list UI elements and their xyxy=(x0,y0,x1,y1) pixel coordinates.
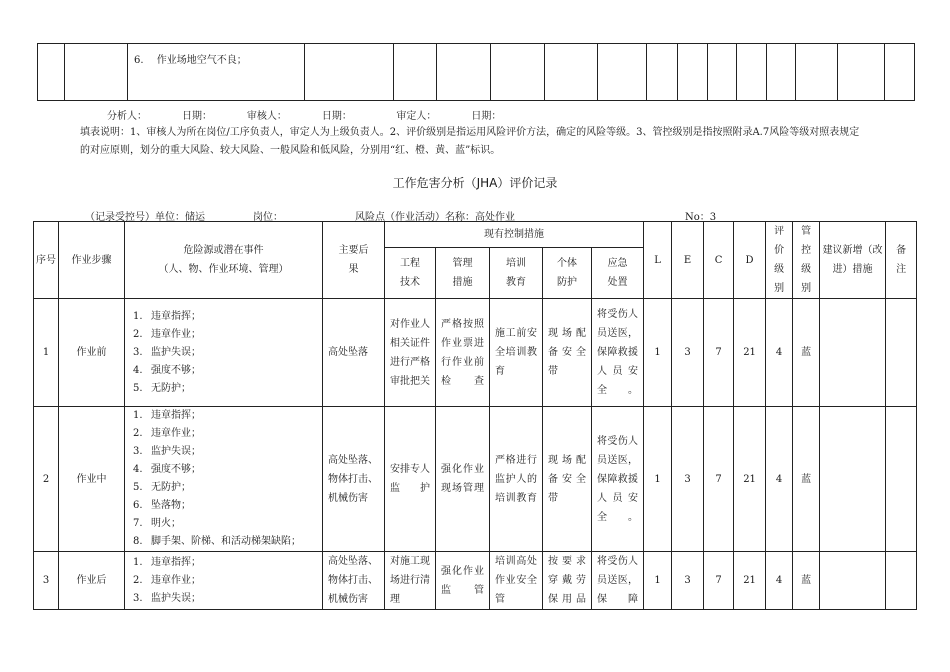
hazard-item xyxy=(133,380,322,398)
hazard-list xyxy=(125,308,322,398)
hazard-item xyxy=(133,533,322,551)
row-D: 21 xyxy=(734,407,766,552)
hazard-text: 无防护； xyxy=(151,482,191,493)
row-suggestion xyxy=(820,299,886,407)
meta-risk-point: 风险点（作业活动）名称：高处作业 xyxy=(355,212,515,223)
hazard-item xyxy=(133,479,322,497)
header-row xyxy=(34,222,917,248)
row-engineering: 安排专人监护 xyxy=(385,407,436,552)
hazard-item xyxy=(133,497,322,515)
jha-table xyxy=(33,221,917,610)
hazard-item xyxy=(133,590,322,608)
hazard-text: 脚手架、阶梯、和活动梯架缺陷； xyxy=(151,536,301,547)
hazard-item xyxy=(133,407,322,425)
row-emergency: 将受伤人员送医，保障 xyxy=(592,552,644,610)
hazard-number: 2. xyxy=(133,574,143,586)
header-ppe: 个体防护 xyxy=(543,248,592,299)
hazard-text: 坠落物； xyxy=(151,500,191,511)
row-eval-level: 4 xyxy=(766,299,793,407)
row-management: 严格按照作业票进行作业前检查 xyxy=(436,299,490,407)
note-line-2: 的对应原则，划分的重大风险、较大风险、一般风险和低风险，分别用“红、橙、黄、蓝”标识。 xyxy=(80,145,501,156)
table-row xyxy=(34,552,917,610)
header-remark: 备注 xyxy=(886,222,917,299)
row-ppe: 现场配备安全带 xyxy=(543,299,592,407)
hazard-text: 监护失误； xyxy=(151,446,201,457)
hazard-item xyxy=(133,344,322,362)
hazard-text: 强度不够； xyxy=(151,464,201,475)
row-L: 1 xyxy=(644,407,672,552)
hazard-number: 8. xyxy=(133,536,143,547)
row-step: 作业中 xyxy=(59,407,125,552)
table-row xyxy=(34,299,917,407)
header-E: E xyxy=(672,222,704,299)
hazard-text: 违章指挥； xyxy=(151,310,201,322)
row-step: 作业后 xyxy=(59,552,125,610)
hazard-number: 4. xyxy=(133,364,143,376)
row-emergency: 将受伤人员送医，保障救援人员安全。 xyxy=(592,407,644,552)
header-eval-level: 评价级别 xyxy=(766,222,793,299)
row-consequence: 高处坠落 xyxy=(323,299,385,407)
row-ppe: 按要求穿戴劳保用品 xyxy=(543,552,592,610)
row-C: 7 xyxy=(704,552,734,610)
row-D: 21 xyxy=(734,299,766,407)
hazard-list xyxy=(125,407,322,551)
header-emergency: 应急处置 xyxy=(592,248,644,299)
header-step: 作业步骤 xyxy=(59,222,125,299)
header-suggestion: 建议新增（改进）措施 xyxy=(820,222,886,299)
hazard-number: 4. xyxy=(133,464,143,475)
table-row xyxy=(34,407,917,552)
meta-post: 岗位： xyxy=(253,212,283,223)
header-ctrl-level: 管控级别 xyxy=(793,222,820,299)
hazard-text: 强度不够； xyxy=(151,364,201,376)
hazard-text: 监护失误； xyxy=(151,592,201,604)
row-seq: 1 xyxy=(34,299,59,407)
row-hazards xyxy=(125,552,323,610)
hazard-number: 6. xyxy=(133,500,143,511)
row-remark xyxy=(886,299,917,407)
hazard-item xyxy=(133,362,322,380)
row-seq: 3 xyxy=(34,552,59,610)
signature-line: 分析人： 日期： 审核人： 日期： 审定人： 日期： xyxy=(107,111,502,122)
row-C: 7 xyxy=(704,407,734,552)
row-eval-level: 4 xyxy=(766,407,793,552)
hazard-text: 违章指挥； xyxy=(151,556,201,568)
row-C: 7 xyxy=(704,299,734,407)
hazard-number: 5. xyxy=(133,382,143,394)
header-L: L xyxy=(644,222,672,299)
row-suggestion xyxy=(820,407,886,552)
row-ctrl-level: 蓝 xyxy=(793,299,820,407)
row-management: 强化作业监管 xyxy=(436,552,490,610)
fill-instructions xyxy=(80,124,890,160)
row-D: 21 xyxy=(734,552,766,610)
row-training: 培训高处作业安全管 xyxy=(490,552,543,610)
row-seq: 2 xyxy=(34,407,59,552)
hazard-item xyxy=(133,461,322,479)
row-L: 1 xyxy=(644,552,672,610)
row-hazards xyxy=(125,407,323,552)
hazard-item xyxy=(133,515,322,533)
hazard-list xyxy=(125,554,322,608)
hazard-number: 3. xyxy=(133,346,143,358)
table-row xyxy=(38,44,915,101)
hazard-text: 明火； xyxy=(151,518,181,529)
table-body xyxy=(34,299,917,610)
header-consequence: 主要后果 xyxy=(323,222,385,299)
row-management: 强化作业现场管理 xyxy=(436,407,490,552)
row-engineering: 对作业人相关证件进行严格审批把关 xyxy=(385,299,436,407)
meta-unit: （记录受控号）单位：储运 xyxy=(85,212,205,223)
meta-number: No：3 xyxy=(685,212,717,223)
hazard-text: 违章作业； xyxy=(151,328,201,340)
hazard-number: 1. xyxy=(133,410,143,421)
row-ppe: 现场配备安全带 xyxy=(543,407,592,552)
hazard-text: 监护失误； xyxy=(151,346,201,358)
hazard-text: 违章指挥； xyxy=(151,410,201,421)
hazard-number: 7. xyxy=(133,518,143,529)
header-controls: 现有控制措施 xyxy=(385,222,644,248)
row-consequence: 高处坠落、物体打击、机械伤害 xyxy=(323,407,385,552)
hazard-item xyxy=(133,308,322,326)
header-seq: 序号 xyxy=(34,222,59,299)
hazard-number: 2. xyxy=(133,428,143,439)
hazard-item xyxy=(133,425,322,443)
hazard-text: 违章作业； xyxy=(151,428,201,439)
row-training: 严格进行监护人的培训教育 xyxy=(490,407,543,552)
row-engineering: 对施工现场进行清理 xyxy=(385,552,436,610)
hazard-item xyxy=(133,326,322,344)
row-emergency: 将受伤人员送医，保障救援人员安全。 xyxy=(592,299,644,407)
row-suggestion xyxy=(820,552,886,610)
row-step: 作业前 xyxy=(59,299,125,407)
row-E: 3 xyxy=(672,552,704,610)
hazard-text: 无防护； xyxy=(151,382,191,394)
header-management: 管理措施 xyxy=(436,248,490,299)
row-consequence: 高处坠落、物体打击、机械伤害 xyxy=(323,552,385,610)
hazard-number: 5. xyxy=(133,482,143,493)
note-line-1: 填表说明：1、审核人为所在岗位/工序负责人，审定人为上级负责人。2、评价级别是指运用风险评价方法，确定的风险等级。3、管控级别是指按照附录A.7风险等级对照表规定 xyxy=(80,127,860,138)
row-L: 1 xyxy=(644,299,672,407)
row-hazards xyxy=(125,299,323,407)
page-title: 工作危害分析（JHA）评价记录 xyxy=(392,176,558,190)
previous-table-fragment xyxy=(37,43,915,101)
header-C: C xyxy=(704,222,734,299)
header-D: D xyxy=(734,222,766,299)
row-training: 施工前安全培训教育 xyxy=(490,299,543,407)
row-ctrl-level: 蓝 xyxy=(793,552,820,610)
hazard-number: 1. xyxy=(133,310,143,322)
hazard-item xyxy=(133,443,322,461)
hazard-text: 违章作业； xyxy=(151,574,201,586)
hazard-item xyxy=(133,572,322,590)
row-remark xyxy=(886,552,917,610)
row-E: 3 xyxy=(672,299,704,407)
header-hazard: 危险源或潜在事件 （人、物、作业环境、管理） xyxy=(125,222,323,299)
hazard-number: 2. xyxy=(133,328,143,340)
row-eval-level: 4 xyxy=(766,552,793,610)
row-ctrl-level: 蓝 xyxy=(793,407,820,552)
header-engineering: 工程技术 xyxy=(385,248,436,299)
hazard-item xyxy=(133,554,322,572)
row-E: 3 xyxy=(672,407,704,552)
hazard-number: 3. xyxy=(133,446,143,457)
header-training: 培训教育 xyxy=(490,248,543,299)
hazard-number: 1. xyxy=(133,556,143,568)
row-remark xyxy=(886,407,917,552)
hazard-item: 6. 作业场地空气不良； xyxy=(128,44,305,101)
hazard-number: 3. xyxy=(133,592,143,604)
